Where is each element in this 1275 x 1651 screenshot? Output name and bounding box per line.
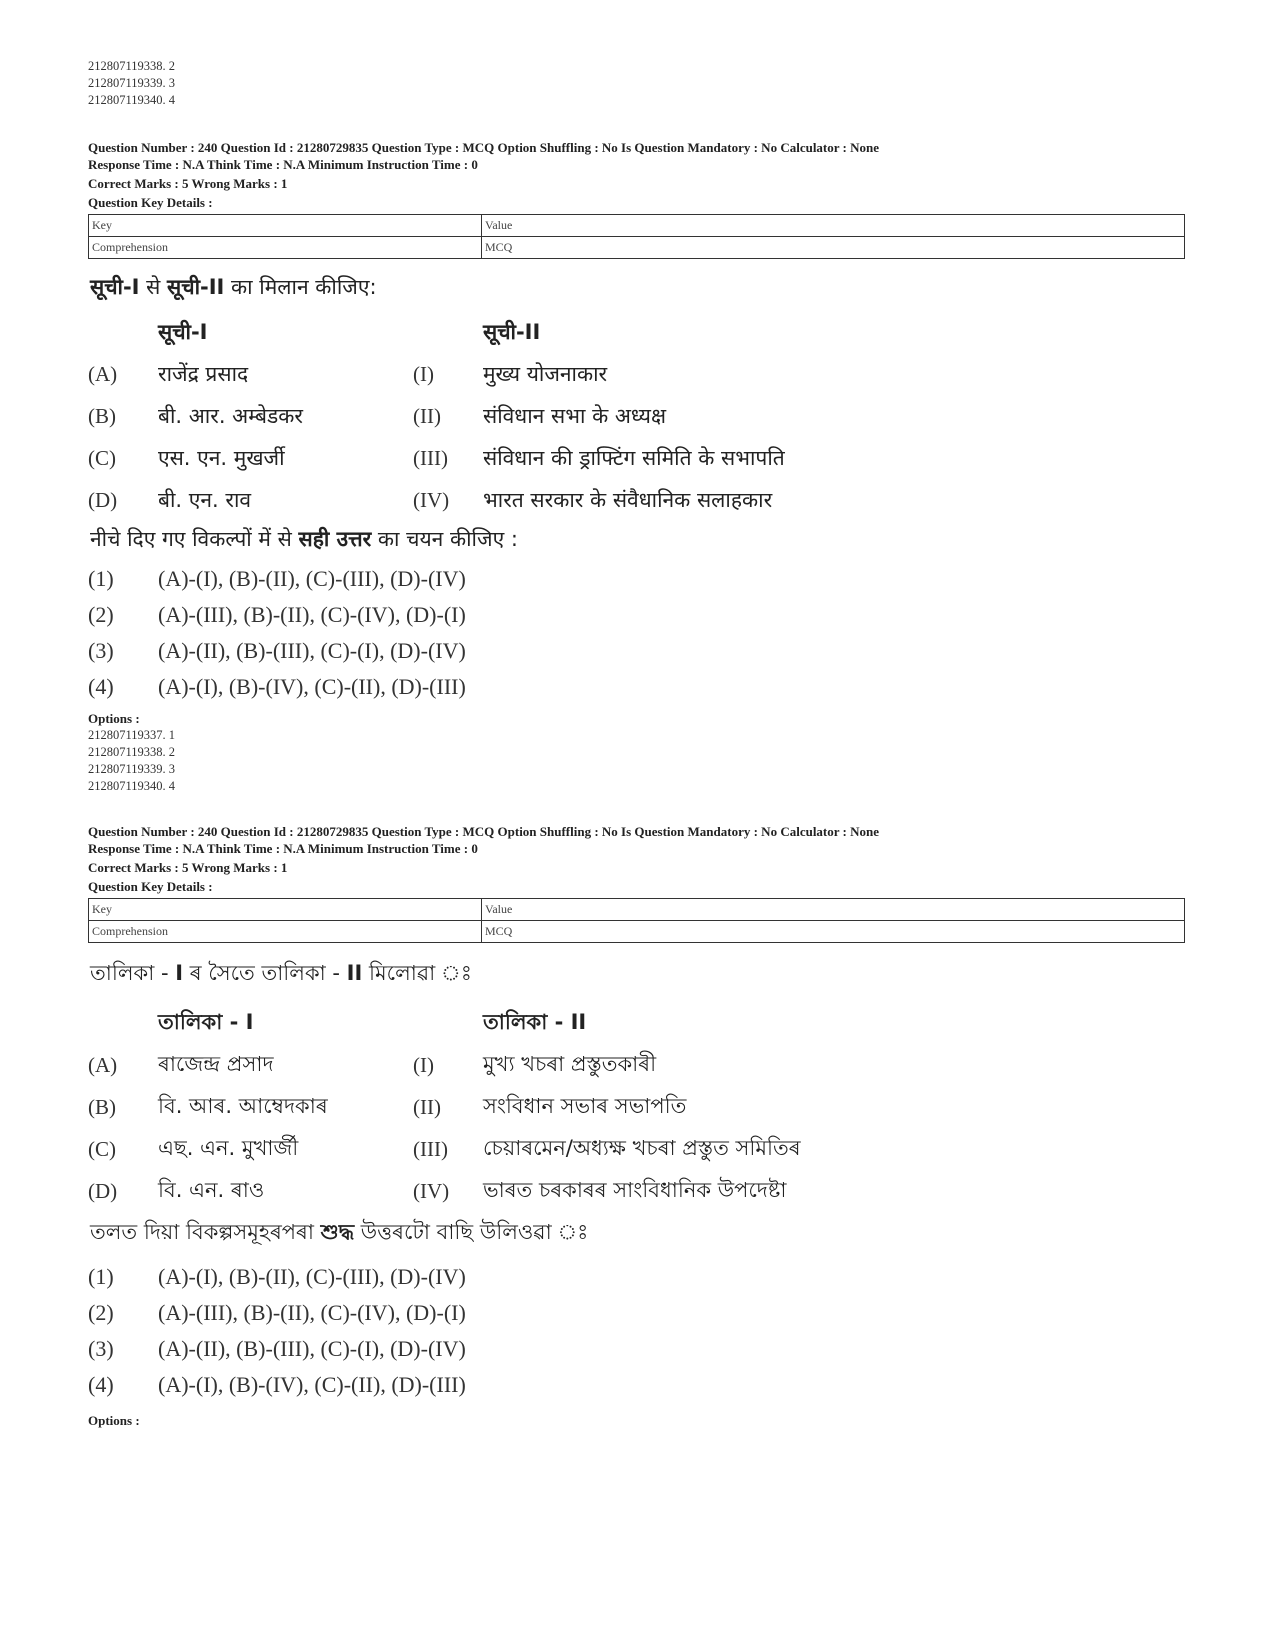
option-number: (4) bbox=[88, 674, 114, 699]
list1-label: (D) bbox=[88, 487, 118, 512]
list1-title: सूची-I bbox=[158, 320, 208, 344]
option-text: (A)-(I), (B)-(IV), (C)-(II), (D)-(III) bbox=[158, 674, 466, 699]
option-text: (A)-(I), (B)-(II), (C)-(III), (D)-(IV) bbox=[158, 566, 466, 591]
list1-label: (A) bbox=[88, 1052, 118, 1077]
question-marks: Correct Marks : 5 Wrong Marks : 1 bbox=[88, 860, 288, 875]
list2-label: (I) bbox=[413, 1052, 434, 1077]
option-number: (4) bbox=[88, 1372, 114, 1397]
option-id: 212807119340. 4 bbox=[88, 93, 176, 107]
match-row bbox=[88, 479, 1188, 521]
heading-text: ৰ সৈতে তালিকা - bbox=[183, 961, 347, 985]
list2-label: (II) bbox=[413, 1094, 441, 1119]
list2-item: संविधान सभा के अध्यक्ष bbox=[483, 404, 667, 428]
list1-title: তালিকা - I bbox=[158, 1009, 254, 1034]
list1-label: (A) bbox=[88, 361, 118, 386]
list2-label: (IV) bbox=[413, 1178, 450, 1203]
match-row bbox=[88, 437, 1188, 479]
list1-item: एस. एन. मुखर्जी bbox=[158, 446, 285, 470]
answer-option bbox=[88, 1367, 1188, 1403]
option-id: 212807119337. 1 bbox=[88, 728, 176, 742]
table-cell-key: Comprehension bbox=[89, 237, 482, 259]
key-details-table bbox=[88, 214, 1185, 259]
top-option-ids bbox=[88, 58, 1188, 109]
question-heading bbox=[90, 957, 1188, 992]
list1-item: বি. এন. ৰাও bbox=[158, 1177, 265, 1202]
option-text: (A)-(I), (B)-(II), (C)-(III), (D)-(IV) bbox=[158, 1264, 466, 1289]
table-row bbox=[89, 921, 1185, 943]
option-number: (1) bbox=[88, 566, 114, 591]
question-meta: Question Number : 240 Question Id : 21280729835 Question Type : MCQ Option Shuffling : No Is Question Mandatory : No Calculator : None bbox=[88, 824, 880, 839]
question-timing: Response Time : N.A Think Time : N.A Minimum Instruction Time : 0 bbox=[88, 841, 478, 856]
instruction bbox=[90, 525, 1188, 553]
instruction-text: তলত দিয়া বিকল্পসমূহৰপৰা bbox=[90, 1220, 321, 1244]
answer-option bbox=[88, 597, 1188, 633]
heading-text: से bbox=[139, 275, 168, 299]
list2-item: ভাৰত চৰকাৰৰ সাংবিধানিক উপদেষ্টা bbox=[483, 1177, 787, 1202]
match-header-row bbox=[88, 1002, 1188, 1044]
option-text: (A)-(II), (B)-(III), (C)-(I), (D)-(IV) bbox=[158, 1336, 466, 1361]
match-row bbox=[88, 1086, 1188, 1128]
table-cell-value: MCQ bbox=[482, 237, 1185, 259]
instruction-text: नीचे दिए गए विकल्पों में से bbox=[90, 527, 299, 551]
key-details-table bbox=[88, 898, 1185, 943]
list2-title: তালিকা - II bbox=[483, 1009, 587, 1034]
list1-label: (C) bbox=[88, 1136, 116, 1161]
table-cell-key: Comprehension bbox=[89, 921, 482, 943]
question-meta: Question Number : 240 Question Id : 21280729835 Question Type : MCQ Option Shuffling : No Is Question Mandatory : No Calculator : None bbox=[88, 140, 880, 155]
list1-item: ৰাজেন্দ্ৰ প্ৰসাদ bbox=[158, 1051, 274, 1076]
list1-item: बी. आर. अम्बेडकर bbox=[158, 404, 303, 428]
heading-bold: I bbox=[175, 961, 184, 985]
instruction-text: উত্তৰটো বাছি উলিওৱা ঃ bbox=[354, 1220, 589, 1244]
list2-item: সংবিধান সভাৰ সভাপতি bbox=[483, 1093, 687, 1118]
answer-option bbox=[88, 633, 1188, 669]
option-id: 212807119338. 2 bbox=[88, 745, 176, 759]
key-details-label: Question Key Details : bbox=[88, 879, 213, 894]
list2-label: (IV) bbox=[413, 487, 450, 512]
option-id: 212807119338. 2 bbox=[88, 59, 176, 73]
option-id: 212807119340. 4 bbox=[88, 779, 176, 793]
instruction-bold: सही उत्तर bbox=[298, 527, 372, 551]
list1-label: (D) bbox=[88, 1178, 118, 1203]
table-cell-value: MCQ bbox=[482, 921, 1185, 943]
list2-label: (III) bbox=[413, 1136, 448, 1161]
match-header-row bbox=[88, 311, 1188, 353]
options-label: Options : bbox=[88, 711, 140, 726]
heading-bold: सूची-I bbox=[90, 275, 140, 299]
table-header-key: Key bbox=[89, 899, 482, 921]
question-timing: Response Time : N.A Think Time : N.A Minimum Instruction Time : 0 bbox=[88, 157, 478, 172]
option-text: (A)-(III), (B)-(II), (C)-(IV), (D)-(I) bbox=[158, 602, 466, 627]
list1-item: বি. আৰ. আম্বেদকাৰ bbox=[158, 1093, 328, 1118]
list2-item: भारत सरकार के संवैधानिक सलाहकार bbox=[483, 488, 773, 512]
list1-label: (B) bbox=[88, 1094, 116, 1119]
match-row bbox=[88, 1128, 1188, 1170]
list2-title: सूची-II bbox=[483, 320, 541, 344]
instruction-text: का चयन कीजिए : bbox=[371, 527, 518, 551]
option-number: (1) bbox=[88, 1264, 114, 1289]
option-id: 212807119339. 3 bbox=[88, 76, 176, 90]
list2-item: মুখ্য খচৰা প্ৰস্তুতকাৰী bbox=[483, 1051, 657, 1076]
question-block-hindi bbox=[88, 139, 1188, 795]
list2-label: (I) bbox=[413, 361, 434, 386]
table-header-row bbox=[89, 215, 1185, 237]
key-details-label: Question Key Details : bbox=[88, 195, 213, 210]
heading-bold: सूची-II bbox=[167, 275, 225, 299]
match-row bbox=[88, 353, 1188, 395]
match-row bbox=[88, 395, 1188, 437]
match-row bbox=[88, 1170, 1188, 1212]
options-label: Options : bbox=[88, 1413, 140, 1428]
list2-label: (II) bbox=[413, 403, 441, 428]
table-header-value: Value bbox=[482, 899, 1185, 921]
list1-item: राजेंद्र प्रसाद bbox=[158, 362, 249, 386]
list2-item: मुख्य योजनाकार bbox=[483, 362, 608, 386]
question-heading bbox=[90, 273, 1188, 301]
option-id: 212807119339. 3 bbox=[88, 762, 176, 776]
answer-option bbox=[88, 1259, 1188, 1295]
list2-item: संविधान की ड्राफ्टिंग समिति के सभापति bbox=[483, 446, 785, 470]
match-row bbox=[88, 1044, 1188, 1086]
option-number: (2) bbox=[88, 602, 114, 627]
list1-item: बी. एन. राव bbox=[158, 488, 252, 512]
heading-text: মিলোৱা ঃ bbox=[362, 961, 472, 985]
table-header-key: Key bbox=[89, 215, 482, 237]
list2-item: চেয়াৰমেন/অধ্যক্ষ খচৰা প্ৰস্তুত সমিতিৰ bbox=[483, 1135, 801, 1160]
question-block-assamese bbox=[88, 823, 1188, 1429]
heading-text: का मिलान कीजिए: bbox=[224, 275, 377, 299]
answer-option bbox=[88, 1331, 1188, 1367]
option-text: (A)-(III), (B)-(II), (C)-(IV), (D)-(I) bbox=[158, 1300, 466, 1325]
option-text: (A)-(I), (B)-(IV), (C)-(II), (D)-(III) bbox=[158, 1372, 466, 1397]
exam-page bbox=[88, 58, 1188, 1429]
table-header-row bbox=[89, 899, 1185, 921]
list1-item: এছ. এন. মুখাৰ্জী bbox=[158, 1135, 299, 1160]
heading-bold: II bbox=[346, 961, 363, 985]
heading-text: তালিকা - bbox=[90, 961, 176, 985]
instruction bbox=[90, 1216, 1188, 1251]
option-number: (2) bbox=[88, 1300, 114, 1325]
question-marks: Correct Marks : 5 Wrong Marks : 1 bbox=[88, 176, 288, 191]
answer-option bbox=[88, 669, 1188, 705]
option-number: (3) bbox=[88, 1336, 114, 1361]
instruction-bold: শুদ্ধ bbox=[320, 1220, 355, 1244]
list1-label: (C) bbox=[88, 445, 116, 470]
option-text: (A)-(II), (B)-(III), (C)-(I), (D)-(IV) bbox=[158, 638, 466, 663]
list2-label: (III) bbox=[413, 445, 448, 470]
answer-option bbox=[88, 561, 1188, 597]
answer-option bbox=[88, 1295, 1188, 1331]
option-number: (3) bbox=[88, 638, 114, 663]
table-row bbox=[89, 237, 1185, 259]
table-header-value: Value bbox=[482, 215, 1185, 237]
list1-label: (B) bbox=[88, 403, 116, 428]
